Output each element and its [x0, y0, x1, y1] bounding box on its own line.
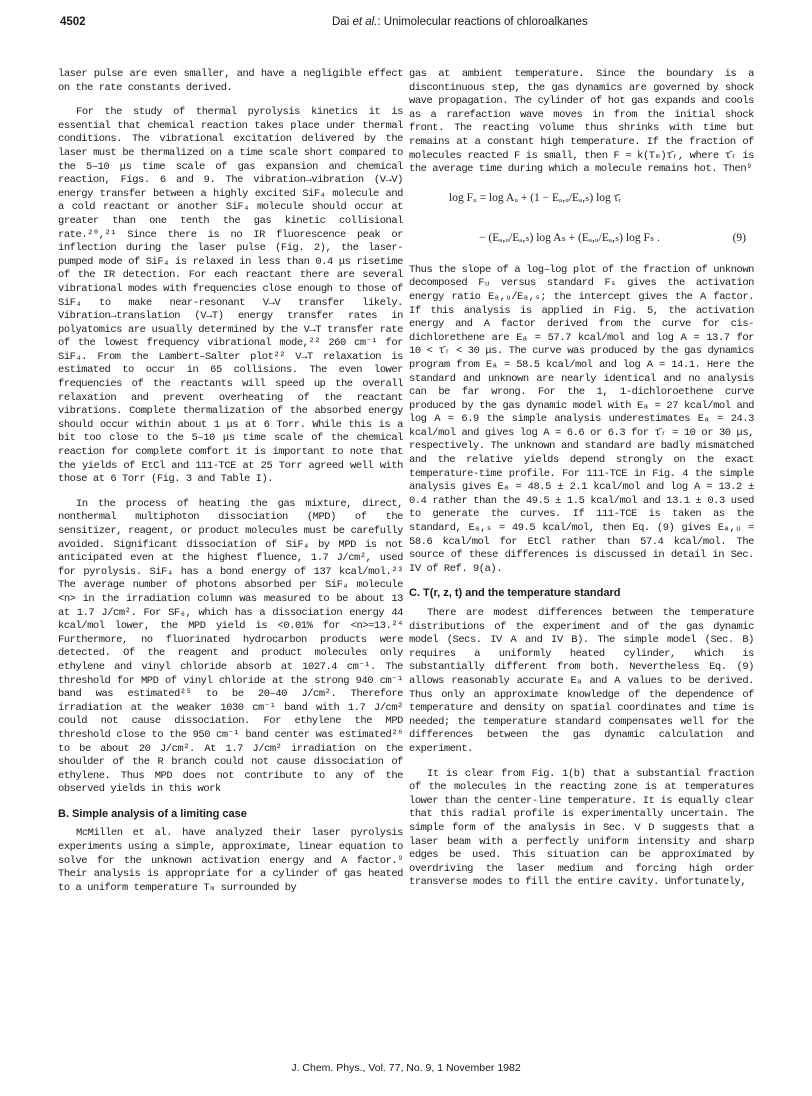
- journal-citation: J. Chem. Phys., Vol. 77, No. 9, 1 November 1982: [291, 1062, 521, 1074]
- right-paragraph-3: There are modest differences between the temperature distributions of the experiment and of the gas dynamic model (Secs. IV A and IV B). The simple model (Sec. B) requires a uniformly heated cylinder, which is substantially different from both. Nevertheless Eq. (9) allows reasonably accurate Eₐ and A values to be derived. Thus only an approximate knowledge of the dependence of temperature and density on spatial coordinates and time is needed; the temperature standard compensates well for the differences between the gas dynamic calculation and experiment.: [409, 607, 754, 755]
- left-paragraph-1: laser pulse are even smaller, and have a negligible effect on the rate constants derived.: [58, 68, 403, 94]
- running-head-authors: Dai: [332, 16, 350, 28]
- equation-line-2: − (Eₐ,ᵤ/Eₐ,ₛ) log Aₛ + (Eₐ,ᵤ/Eₐ,ₛ) log Fₛ .: [479, 231, 660, 244]
- equation-9: [409, 188, 754, 228]
- right-paragraph-2: Thus the slope of a log–log plot of the fraction of unknown decomposed Fᵤ versus standard Fₛ gives the activation energy ratio Eₐ,ᵤ/Eₐ,ₛ; the intercept gives the A factor. If this analysis is applied in Fig. 5, the activation energy and A factor derived from the curve for cis-dichlorethene are Eₐ = 57.7 kcal/mol and log A = 13.7 for 10 < τ̄ᵣ < 30 μs. The curve was produced by the gas dynamics program from Eₐ = 58.5 kcal/mol and log A = 14.1. Here the standard and unknown are nearly identical and no analysis can be far wrong. For the 1, 1-dichloroethene curve produced by the gas dynamic model with Eₐ = 27 kcal/mol and log A = 6.9 the simple analysis underestimates Eₐ = 24.3 kcal/mol and gives log A = 6.6 or 6.3 for τ̄ᵣ = 10 or 30 μs, respectively. The unknown and standard are badly mismatched and the relative yields depend strongly on the exact temperature-time profile. For 111-TCE in Fig. 4 the simple analysis gives Eₐ = 48.5 ± 2.1 kcal/mol and log A = 13.2 ± 0.4 rather than the 49.5 ± 1.5 kcal/mol and 13.1 ± 0.3 used to generate the curves. If 111-TCE is taken as the standard, Eₐ,ₛ = 49.5 kcal/mol, then Eq. (9) gives Eₐ,ᵤ = 58.6 kcal/mol for EtCl rather than 57.4 kcal/mol. The source of these differences is discussed in detail in Sec. IV of Ref. 9(a).: [409, 263, 754, 575]
- left-paragraph-3: In the process of heating the gas mixture, direct, nonthermal multiphoton dissociation (MPD) of the sensitizer, reagent, or product molecules must be carefully avoided. Significant dissociation of SiF₄ by MPD is not anticipated even at the highest fluence, 1.7 J/cm², used for pyrolysis. SiF₄ has a bond energy of 137 kcal/mol.²³ The average number of photons absorbed per SiF₄ molecule <n> in the irradiation column was measured to be about 13 at 1.7 J/cm². For SF₆, which has a dissociation energy 44 kcal/mol lower, the MPD yield is <0.01% for <n>≈13.²⁴ Furthermore, no fluorinated hydrocarbon products were detected. Of the reagent and product molecules only ethylene and vinyl chloride absorb at 1027.4 cm⁻¹. The threshold for MPD of vinyl chloride at the strong 940 cm⁻¹ band was estimated²⁵ to be 20–40 J/cm². Therefore irradiation at the weaker 1030 cm⁻¹ band with 1.7 J/cm² could not cause dissociation. For ethylene the MPD threshold close to the 950 cm⁻¹ band center was estimated²⁶ to be about 20 J/cm². At 1.7 J/cm² irradiation on the shoulder of the R branch could not cause dissociation of ethylene. Thus MPD does not contribute to any of the observed yields in this work: [58, 497, 403, 796]
- right-paragraph-1: gas at ambient temperature. Since the boundary is a discontinuous step, the gas dynamics are governed by shock wave propagation. The cylinder of hot gas expands and cools as a rarefaction wave moves in from the initial shock front. The reacting volume thus shrinks with time but remains at a constant high temperature. If the fraction of molecules reacted F is small, then F ≈ k(Tₘ)τ̄ᵣ, where τ̄ᵣ is the average time during which a molecule remains hot. Then⁹: [409, 68, 754, 176]
- page-header: [60, 16, 754, 32]
- left-paragraph-4: McMillen et al. have analyzed their laser pyrolysis experiments using a simple, approximate, linear equation to solve for the unknown activation energy and A factor.⁹ Their analysis is appropriate for a cylinder of gas heated to a uniform temperature Tₘ surrounded by: [58, 827, 403, 894]
- section-heading-b: B. Simple analysis of a limiting case: [58, 807, 247, 820]
- running-head-title: : Unimolecular reactions of chloroalkanes: [377, 16, 588, 28]
- right-paragraph-4: It is clear from Fig. 1(b) that a substantial fraction of the molecules in the reacting zone is at temperatures lower than the center-line temperature. It is equally clear that this radial profile is experimentally uncertain. The simple form of the analysis in Sec. V D suggests that a laser beam with a perfectly uniform intensity and sharp edges be used. This situation can be approximated by overdriving the laser medium and forcing high order transverse modes to fill the entire cavity. Unfortunately,: [409, 767, 754, 889]
- right-column: [409, 68, 754, 901]
- section-heading-c: C. T(r, z, t) and the temperature standard: [409, 587, 621, 600]
- page-footer: [0, 1062, 812, 1074]
- left-column: [58, 68, 403, 906]
- running-head-etal: et al.: [349, 16, 378, 28]
- equation-9-continued: [409, 230, 754, 262]
- equation-number: (9): [732, 231, 746, 244]
- running-head: [332, 16, 588, 28]
- equation-line-1: log Fᵤ = log Aᵤ + (1 − Eₐ,ᵤ/Eₐ,ₛ) log τ̄ᵣ: [449, 191, 621, 204]
- left-paragraph-2: For the study of thermal pyrolysis kinetics it is essential that chemical reaction takes place under thermal conditions. The vibrational excitation delivered by the laser must be thermalized on a time scale short compared to the 5–10 μs time scale of gas expansion and chemical reaction, Figs. 6 and 9. The vibration→vibration (V→V) energy transfer between a highly excited SiF₄ molecule and a cold reactant or another SiF₄ molecule should occur at greater than one tenth the gas kinetic collisional rate.²⁰,²¹ Since there is no IR fluorescence peak or inflection during the laser pulse (Fig. 2), the laser-pumped mode of SiF₄ is relaxed in less than 0.4 μs risetime of the IR detection. For each reactant there are several vibrational modes with frequencies close enough to those of SiF₄ to make near-resonant V→V transfer likely. Vibration→translation (V→T) energy transfer rates in polyatomics are usually determined by the V→T transfer rate of the lowest frequency vibrational mode,²² 260 cm⁻¹ for SiF₄. From the Lambert–Salter plot²² V→T relaxation is estimated to occur in 65 collisions. The even lower frequencies of the reactants will speed up the overall relaxation and prevent overheating of the reactant vibrations. Complete thermalization of the absorbed energy should occur within about 1 μs at 6 Torr. While this is a bit too close to the 5–10 μs time scale of the chemical reaction for complete comfort it is important to note that the yields of EtCl and 111-TCE at 25 Torr agreed well with those at 6 Torr (Fig. 3 and Table I).: [58, 106, 403, 486]
- page-number: 4502: [60, 16, 86, 28]
